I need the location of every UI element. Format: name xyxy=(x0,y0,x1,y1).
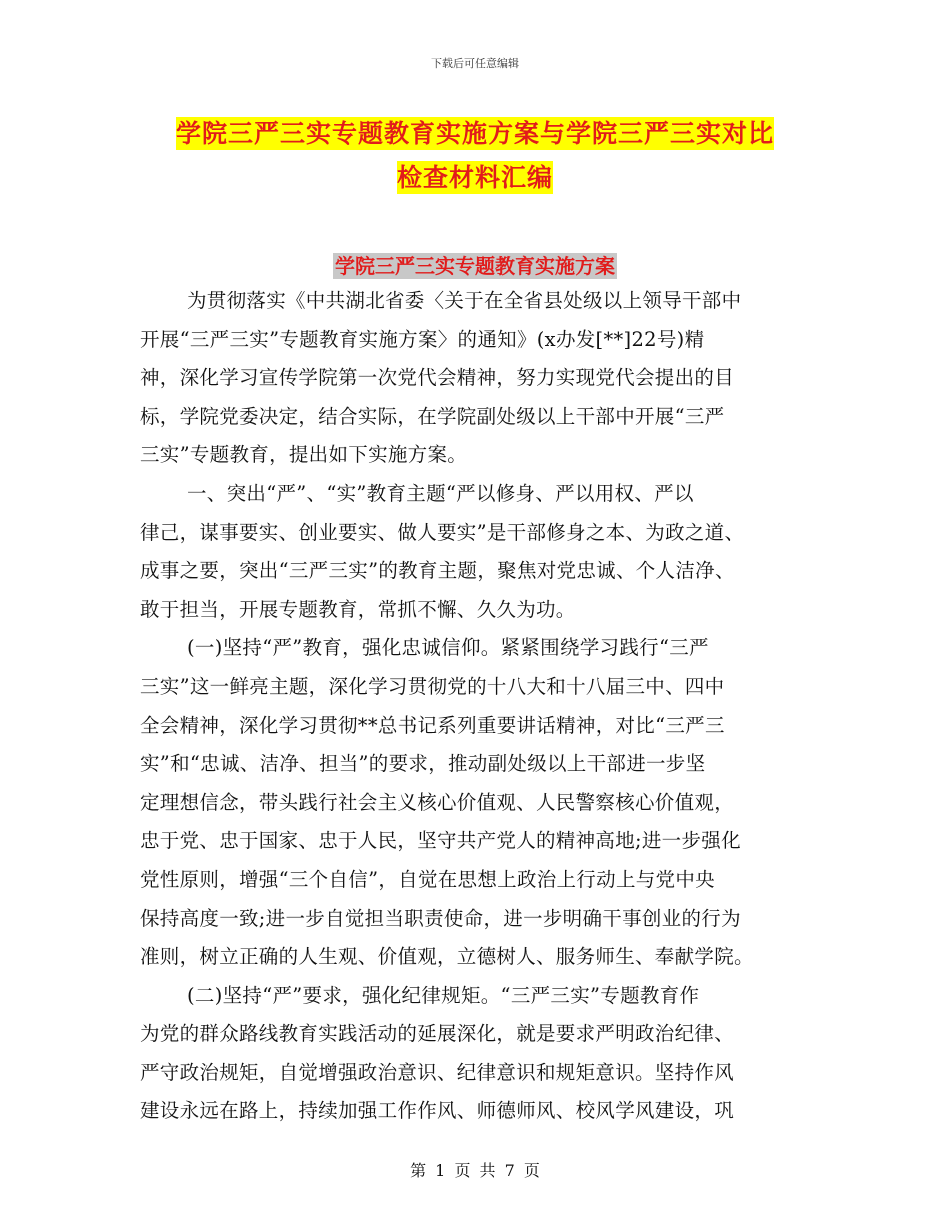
document-title-line-2 xyxy=(0,158,950,194)
text-line: 实”和“忠诚、洁净、担当”的要求，推动副处级以上干部进一步坚 xyxy=(140,752,706,776)
text-line: 一、突出“严”、“实”教育主题“严以修身、严以用权、严以 xyxy=(187,481,694,505)
text-line: 神，深化学习宣传学院第一次党代会精神，努力实现党代会提出的目 xyxy=(140,366,735,390)
text-line: 保持高度一致;进一步自觉担当职责使命，进一步明确干事创业的行为 xyxy=(140,906,741,930)
text-line: 严守政治规矩，自觉增强政治意识、纪律意识和规矩意识。坚持作风 xyxy=(140,1060,735,1084)
text-line: (一)坚持“严”教育，强化忠诚信仰。紧紧围绕学习践行“三严 xyxy=(187,636,709,660)
section-title-highlight: 学院三严三实专题教育实施方案 xyxy=(335,254,615,278)
paragraph-subsection-2 xyxy=(140,977,810,1131)
text-line: 为贯彻落实《中共湖北省委〈关于在全省县处级以上领导干部中 xyxy=(187,289,742,312)
text-line: 三实”专题教育，提出如下实施方案。 xyxy=(140,443,468,467)
text-line: 成事之要，突出“三严三实”的教育主题，聚焦对党忠诚、个人洁净、 xyxy=(140,559,735,583)
title-highlight-1: 学院三严三实专题教育实施方案与学院三严三实对比 xyxy=(175,119,774,148)
document-title-line-1 xyxy=(0,114,950,150)
text-line: 开展“三严三实”专题教育实施方案〉的通知》(x办发[**]22号)精 xyxy=(140,327,705,351)
text-line: 为党的群众路线教育实践活动的延展深化，就是要求严明政治纪律、 xyxy=(140,1022,735,1046)
text-line: 三实”这一鲜亮主题，深化学习贯彻党的十八大和十八届三中、四中 xyxy=(140,674,725,698)
paragraph-subsection-1 xyxy=(140,629,810,976)
text-line: 敢于担当，开展专题教育，常抓不懈、久久为功。 xyxy=(140,597,576,621)
text-line: 律己，谋事要实、创业要实、做人要实”是干部修身之本、为政之道、 xyxy=(140,520,745,544)
section-title xyxy=(0,250,950,279)
page-header: 下载后可任意编辑 xyxy=(431,57,519,70)
text-line: (二)坚持“严”要求，强化纪律规矩。“三严三实”专题教育作 xyxy=(187,983,700,1007)
paragraph-intro xyxy=(140,282,810,475)
page-footer: 第 1 页 共 7 页 xyxy=(410,1161,540,1180)
text-line: 标，学院党委决定，结合实际，在学院副处级以上干部中开展“三严 xyxy=(140,404,725,428)
paragraph-section-1 xyxy=(140,475,810,629)
text-line: 定理想信念，带头践行社会主义核心价值观、人民警察核心价值观， xyxy=(140,790,735,814)
text-line: 准则，树立正确的人生观、价值观，立德树人、服务师生、奉献学院。 xyxy=(140,945,754,969)
text-line: 党性原则，增强“三个自信”，自觉在思想上政治上行动上与党中央 xyxy=(140,867,715,891)
document-body xyxy=(140,282,810,1131)
text-line: 全会精神，深化学习贯彻**总书记系列重要讲话精神，对比“三严三 xyxy=(140,713,725,737)
text-line: 忠于党、忠于国家、忠于人民，坚守共产党人的精神高地;进一步强化 xyxy=(140,829,741,853)
title-highlight-2: 检查材料汇编 xyxy=(396,163,553,192)
text-line: 建设永远在路上，持续加强工作作风、师德师风、校风学风建设，巩 xyxy=(140,1099,735,1123)
